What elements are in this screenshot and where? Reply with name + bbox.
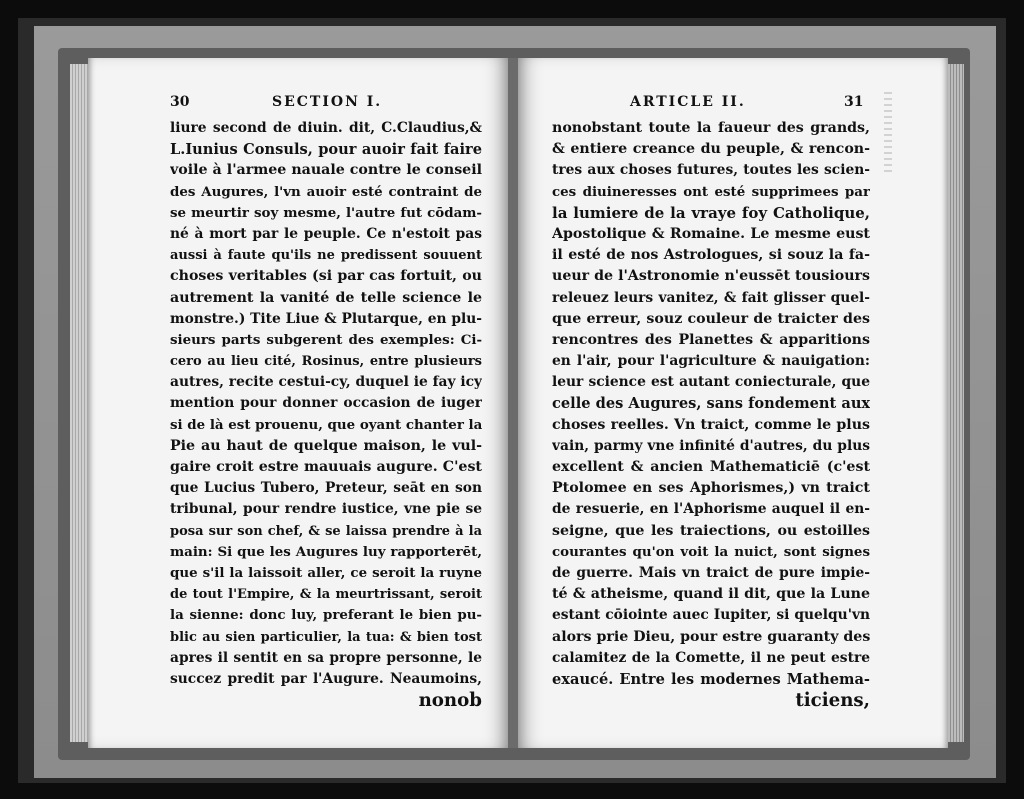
text-line: main: Si que les Augures luy rapporterēt,	[170, 543, 482, 560]
text-line: succez predit par l'Augure. Neaumoins,	[170, 670, 482, 687]
left-page-header	[170, 94, 482, 116]
text-line: monstre.) Tite Liue & Plutarque, en plu-	[170, 310, 482, 327]
text-line: aussi à faute qu'ils ne predissent souuent	[170, 248, 482, 264]
text-line: L.Iunius Consuls, pour auoir fait faire	[170, 141, 482, 159]
text-line: liure second de diuin. dit, C.Claudius,&	[170, 120, 482, 136]
text-line: de tout l'Empire, & la meurtrissant, seroit	[170, 587, 482, 603]
right-page-number: 31	[844, 94, 864, 110]
text-line: tribunal, pour rendre iustice, vne pie se	[170, 501, 482, 518]
text-line: rencontres des Planettes & apparitions	[552, 331, 870, 348]
text-line: & entiere creance du peuple, & rencon-	[552, 141, 870, 158]
left-page-number: 30	[170, 94, 190, 110]
text-line: calamitez de la Comette, il ne peut estre	[552, 649, 870, 666]
text-line: Pie au haut de quelque maison, le vul-	[170, 437, 482, 454]
text-line: sieurs parts subgerent des exemples: Ci-	[170, 331, 482, 348]
text-line: des Augures, l'vn auoir esté contraint de	[170, 183, 482, 200]
text-line: excellent & ancien Mathematiciē (c'est	[552, 459, 870, 475]
text-line: apres il sentit en sa propre personne, le	[170, 649, 482, 666]
text-line: tres aux choses futures, toutes les scien-	[552, 162, 870, 179]
text-line: choses reelles. Vn traict, comme le plus	[552, 416, 870, 433]
text-line: ces diuineresses ont esté supprimees par	[552, 183, 870, 200]
left-running-head: SECTION I.	[272, 94, 383, 110]
text-line: la lumiere de la vraye foy Catholique,	[552, 203, 870, 222]
right-running-head: ARTICLE II.	[630, 94, 746, 110]
left-page-text	[170, 118, 482, 711]
page-edges-right	[948, 64, 964, 742]
text-line: celle des Augures, sans fondement aux	[552, 395, 870, 413]
text-line: Ptolomee en ses Aphorismes,) vn traict	[552, 480, 870, 497]
text-line: autres, recite cestui-cy, duquel ie fay icy	[170, 374, 482, 391]
text-line: voile à l'armee nauale contre le conseil	[170, 162, 482, 179]
book-gutter	[508, 58, 518, 748]
text-line: estant cōiointe auec Iupiter, si quelqu'vn	[552, 607, 870, 624]
right-page-header	[552, 94, 870, 116]
text-line: seigne, que les traiections, ou estoilles	[552, 522, 870, 539]
text-line: choses veritables (si par cas fortuit, ou	[170, 268, 482, 285]
text-line: que s'il la laissoit aller, ce seroit la ruyne	[170, 564, 482, 581]
text-line: Apostolique & Romaine. Le mesme eust	[552, 225, 870, 242]
text-line: en l'air, pour l'agriculture & nauigation:	[552, 353, 870, 370]
text-line: si de là est prouenu, que oyant chanter la	[170, 416, 482, 433]
text-line: autrement la vanité de telle science le	[170, 289, 482, 306]
text-line: ticiens,	[795, 690, 870, 712]
text-line: leur science est autant coniecturale, que	[552, 374, 870, 391]
text-line: nonob	[418, 690, 482, 712]
margin-mark	[884, 92, 892, 172]
text-line: né à mort par le peuple. Ce n'estoit pas	[170, 225, 482, 242]
text-line: mention pour donner occasion de iuger	[170, 395, 482, 412]
text-line: posa sur son chef, & se laissa prendre à la	[170, 523, 482, 539]
text-line: que Lucius Tubero, Preteur, seāt en son	[170, 480, 482, 497]
text-line: de resuerie, en l'Aphorisme auquel il en-	[552, 501, 870, 518]
text-line: blic au sien particulier, la tua: & bien tost	[170, 629, 482, 645]
text-line: vain, parmy vne infinité d'autres, du plus	[552, 437, 870, 454]
text-line: cero au lieu cité, Rosinus, entre plusieurs	[170, 354, 482, 370]
text-line: se meurtir soy mesme, l'autre fut cōdam-	[170, 204, 482, 221]
text-line: ueur de l'Astronomie n'eussēt tousiours	[552, 268, 870, 285]
text-line: releuez leurs vanitez, & fait glisser quel-	[552, 289, 870, 306]
text-line: la sienne: donc luy, preferant le bien pu-	[170, 607, 482, 624]
text-line: alors prie Dieu, pour estre guaranty des	[552, 628, 870, 645]
text-line: de guerre. Mais vn traict de pure impie-	[552, 564, 870, 581]
text-line: gaire croit estre mauuais augure. C'est	[170, 459, 482, 475]
text-line: exaucé. Entre les modernes Mathema-	[552, 670, 870, 688]
page-edges-left	[70, 64, 88, 742]
text-line: courantes qu'on voit la nuict, sont signes	[552, 543, 870, 560]
text-line: nonobstant toute la faueur des grands,	[552, 120, 870, 136]
text-line: té & atheisme, quand il dit, que la Lune	[552, 586, 870, 603]
right-page-text	[552, 118, 870, 711]
text-line: il esté de nos Astrologues, si souz la fa-	[552, 247, 870, 264]
text-line: que erreur, souz couleur de traicter des	[552, 310, 870, 327]
